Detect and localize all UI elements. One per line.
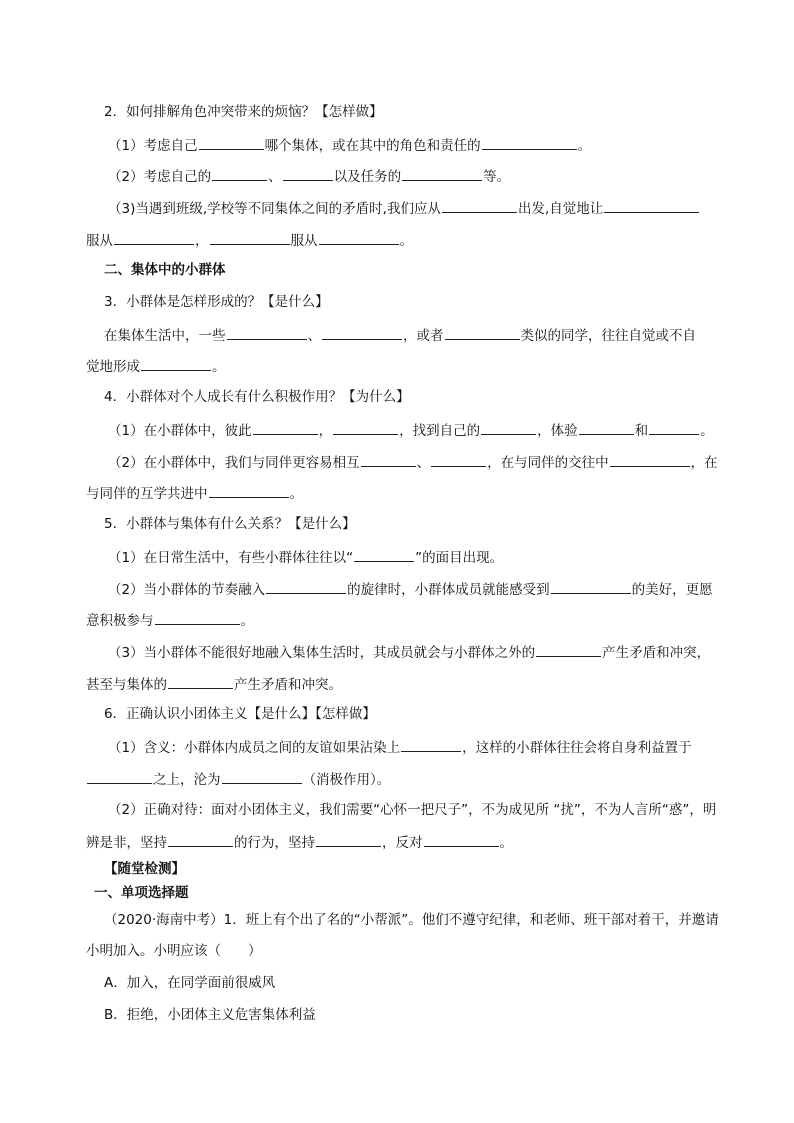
text-segment: 。	[577, 138, 592, 154]
question-5-item-1	[108, 547, 503, 567]
test-question-1-line-2: 小明加入。小明应该（ ）	[86, 943, 262, 959]
text-segment: 2．如何排解角色冲突带来的烦恼？【怎样做】	[104, 104, 383, 120]
fill-blank[interactable]	[551, 579, 631, 594]
text-segment: ，在	[690, 455, 718, 471]
fill-blank[interactable]	[610, 452, 690, 467]
text-segment: （1）考虑自己	[108, 138, 198, 154]
fill-blank[interactable]	[319, 230, 399, 245]
fill-blank[interactable]	[424, 832, 499, 847]
question-5-item-3	[108, 642, 710, 662]
text-segment: ，找到自己的	[399, 423, 481, 439]
text-segment: ，	[195, 233, 209, 249]
question-6-item-1	[108, 737, 692, 757]
fill-blank[interactable]	[481, 420, 536, 435]
question-3-line-2	[86, 356, 226, 376]
text-segment: ，	[318, 423, 333, 439]
fill-blank[interactable]	[604, 198, 699, 213]
fill-blank[interactable]	[141, 356, 211, 371]
question-4-item-1	[108, 420, 714, 440]
fill-blank[interactable]	[401, 737, 461, 752]
question-2-item-1	[108, 135, 591, 155]
text-segment: ，这样的小群体往往会将自身利益置于	[462, 740, 692, 756]
question-4-item-2	[108, 452, 718, 472]
test-part-title: 一、单项选择题	[94, 885, 189, 901]
text-segment: 、	[268, 169, 282, 185]
question-6-title: 6．正确认识小团体主义【是什么】【怎样做】	[104, 706, 376, 722]
text-segment: 在集体生活中，一些	[104, 328, 226, 344]
text-segment: 出发,自觉地让	[517, 201, 604, 217]
question-2-title	[104, 103, 383, 121]
fill-blank[interactable]	[212, 166, 267, 181]
fill-blank[interactable]	[445, 325, 520, 340]
fill-blank[interactable]	[322, 325, 402, 340]
text-segment: ，反对	[382, 835, 423, 851]
fill-blank[interactable]	[155, 610, 240, 625]
text-segment: 以及任务的	[333, 169, 402, 185]
question-6-item-2	[108, 801, 716, 819]
text-segment: 的行为，坚持	[234, 835, 315, 851]
text-segment: ，或者	[403, 328, 444, 344]
fill-blank[interactable]	[579, 420, 634, 435]
fill-blank[interactable]	[442, 198, 517, 213]
fill-blank[interactable]	[209, 483, 289, 498]
section-heading: 二、集体中的小群体	[104, 262, 226, 278]
text-segment: （3)当遇到班级,学校等不同集体之间的矛盾时,我们应从	[108, 201, 441, 217]
text-segment: （2）考虑自己的	[108, 169, 212, 185]
fill-blank[interactable]	[253, 420, 318, 435]
text-segment: 的旋律时，小群体成员就能感受到	[347, 582, 550, 598]
question-5-item-2	[108, 579, 713, 599]
text-segment: 。	[289, 486, 303, 502]
text-segment: 与同伴的互学共进中	[86, 486, 208, 502]
text-segment: 和	[634, 423, 649, 439]
option-a[interactable]: A．加入，在同学面前很威风	[104, 975, 276, 991]
text-segment: 、	[307, 328, 321, 344]
text-segment: 。	[212, 359, 226, 375]
test-heading: 【随堂检测】	[104, 861, 185, 877]
fill-blank[interactable]	[266, 579, 346, 594]
text-segment: 。	[399, 233, 413, 249]
text-segment: （1）在小群体中，彼此	[108, 423, 252, 439]
text-segment: 服从	[86, 233, 113, 249]
text-segment: 、	[416, 455, 431, 471]
text-segment: 等。	[483, 169, 511, 185]
fill-blank[interactable]	[402, 166, 482, 181]
test-question-1-line-1: （2020·海南中考）1．班上有个出了名的“小帮派”。他们不遵守纪律，和老师、班干部对着干，并邀请	[104, 912, 719, 928]
fill-blank[interactable]	[316, 832, 381, 847]
fill-blank[interactable]	[87, 769, 152, 784]
fill-blank[interactable]	[168, 674, 233, 689]
text-segment: （1）在日常生活中，有些小群体往往以“	[108, 550, 354, 566]
text-segment: 。	[499, 835, 513, 851]
fill-blank[interactable]	[222, 769, 302, 784]
text-segment: （2）在小群体中，我们与同伴更容易相互	[108, 455, 360, 471]
fill-blank[interactable]	[199, 135, 264, 150]
text-segment: ”的面目出现。	[415, 550, 504, 566]
text-segment: （消极作用）。	[302, 772, 391, 788]
fill-blank[interactable]	[333, 420, 398, 435]
fill-blank[interactable]	[649, 420, 699, 435]
text-segment: 辨是非，坚持	[86, 835, 167, 851]
fill-blank[interactable]	[210, 230, 290, 245]
question-6-item-2-cont	[86, 832, 513, 852]
fill-blank[interactable]	[431, 452, 486, 467]
text-segment: ，体验	[537, 423, 578, 439]
fill-blank[interactable]	[283, 166, 333, 181]
text-segment: （2）正确对待：面对小团体主义，我们需要“心怀一把尺子”，不为成见所 “扰”，不为人言所“惑”，明	[108, 802, 717, 818]
option-b[interactable]: B．拒绝，小团体主义危害集体利益	[104, 1007, 316, 1023]
question-5-item-2-cont	[86, 610, 254, 630]
question-2-item-3	[108, 198, 700, 218]
fill-blank[interactable]	[361, 452, 416, 467]
text-segment: 意积极参与	[86, 613, 154, 629]
question-3-title: 3．小群体是怎样形成的？【是什么】	[104, 294, 329, 310]
question-4-title: 4．小群体对个人成长有什么积极作用？【为什么】	[104, 389, 410, 405]
fill-blank[interactable]	[114, 230, 194, 245]
question-2-item-3-cont	[86, 230, 413, 250]
text-segment: （2）当小群体的节奏融入	[108, 582, 266, 598]
text-segment: 之上，沦为	[153, 772, 221, 788]
text-segment: 服从	[290, 233, 318, 249]
question-2-item-2	[108, 166, 510, 186]
fill-blank[interactable]	[354, 547, 414, 562]
text-segment: 类似的同学，往往自觉或不自	[520, 328, 696, 344]
text-segment: 。	[240, 613, 254, 629]
question-6-item-1-cont	[86, 769, 390, 789]
text-segment: （1）含义：小群体内成员之间的友谊如果沾染上	[108, 740, 401, 756]
text-segment: （3）当小群体不能很好地融入集体生活时，其成员就会与小群体之外的	[108, 645, 536, 661]
text-segment: 觉地形成	[86, 359, 140, 375]
text-segment: ，在与同伴的交往中	[487, 455, 609, 471]
text-segment: 的美好，更愿	[631, 582, 713, 598]
text-segment: 甚至与集体的	[86, 677, 167, 693]
question-5-item-3-cont	[86, 674, 342, 694]
fill-blank[interactable]	[227, 325, 307, 340]
fill-blank[interactable]	[482, 135, 577, 150]
fill-blank[interactable]	[536, 642, 601, 657]
text-segment: 哪个集体，或在其中的角色和责任的	[264, 138, 481, 154]
fill-blank[interactable]	[168, 832, 233, 847]
question-3-line-1	[104, 325, 696, 345]
question-5-title: 5．小群体与集体有什么关系？【是什么】	[104, 516, 356, 532]
text-segment: 。	[700, 423, 714, 439]
text-segment: 产生矛盾和冲突，	[602, 645, 711, 661]
text-segment: 产生矛盾和冲突。	[234, 677, 342, 693]
question-4-item-2-cont	[86, 483, 303, 503]
